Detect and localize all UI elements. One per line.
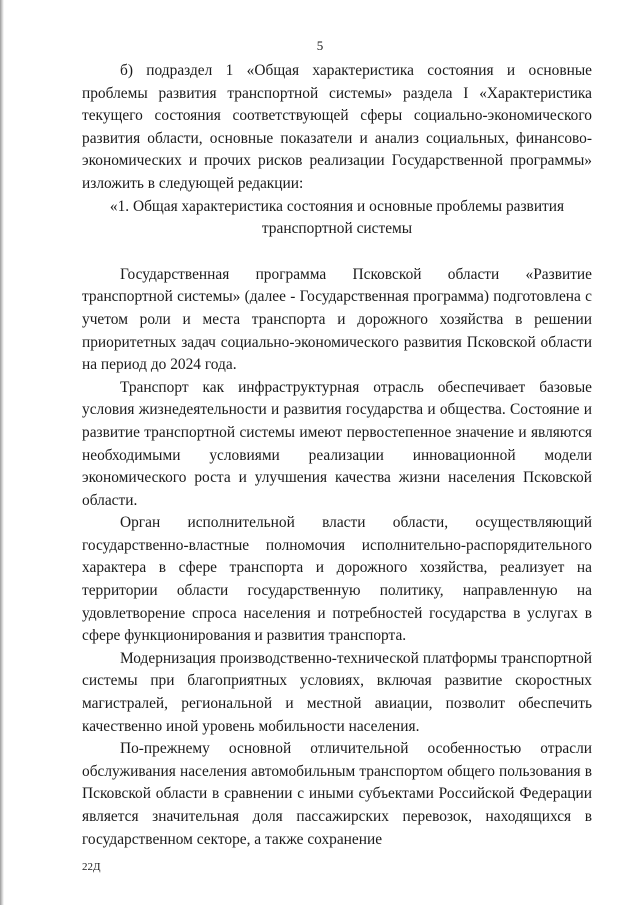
heading-spacer: [82, 241, 592, 264]
scan-edge: [0, 0, 4, 905]
body-paragraph: Модернизация производственно-технической платформы транспортной системы при благоприятных условиях, включая развитие скоростных магистралей, региональной и местной авиации, позволит обеспечить качественно иной уровень мобильности населения.: [82, 649, 592, 735]
intro-paragraph: б) подраздел 1 «Общая характеристика состояния и основные проблемы развития транспортной системы» раздела I «Характеристика текущего состояния соответствующей сферы социально-экономического развития области, основные показатели и анализ социальных, финансово-экономических и прочих рисков реализации Государственной программы» изложить в следующей редакции:: [82, 62, 592, 192]
section-heading-line-2: транспортной системы: [261, 220, 413, 238]
page-number: 5: [316, 38, 324, 53]
body-paragraph: Государственная программа Псковской области «Развитие транспортной системы» (далее - Государственная программа) подготовлена с учетом роли и места транспорта и дорожного хозяйства в решении приоритетных задач социально-экономического развития Псковской области на период до 2024 года.: [82, 265, 592, 374]
body-paragraph: Орган исполнительной власти области, осуществляющий государственно-властные полномочия исполнительно-распорядительного характера в сфере транспорта и дорожного хозяйства, реализует на территории области государственную политику, направленную на удовлетворение спроса населения и потребностей государства в услугах в сфере функционирования и развития транспорта.: [82, 514, 592, 645]
body-paragraph: По-прежнему основной отличительной особенностью отрасли обслуживания населения автомобильным транспортом общего пользования в Псковской области в сравнении с иными субъектами Российской Федерации является значительная доля пассажирских перевозок, находящихся в государственном секторе, а также сохранение: [82, 740, 592, 848]
section-heading-line-1: «1. Общая характеристика состояния и основные проблемы развития: [109, 197, 565, 215]
body-paragraph: Транспорт как инфраструктурная отрасль обеспечивает базовые условия жизнедеятельности и развития государства и общества. Состояние и развитие транспортной системы имеют первостепенное значение и являются необходимыми условиями реализации инновационной модели экономического роста и улучшения качества жизни населения Псковской области.: [82, 378, 592, 509]
document-body: [82, 60, 592, 851]
document-code: 22Д: [82, 861, 101, 873]
